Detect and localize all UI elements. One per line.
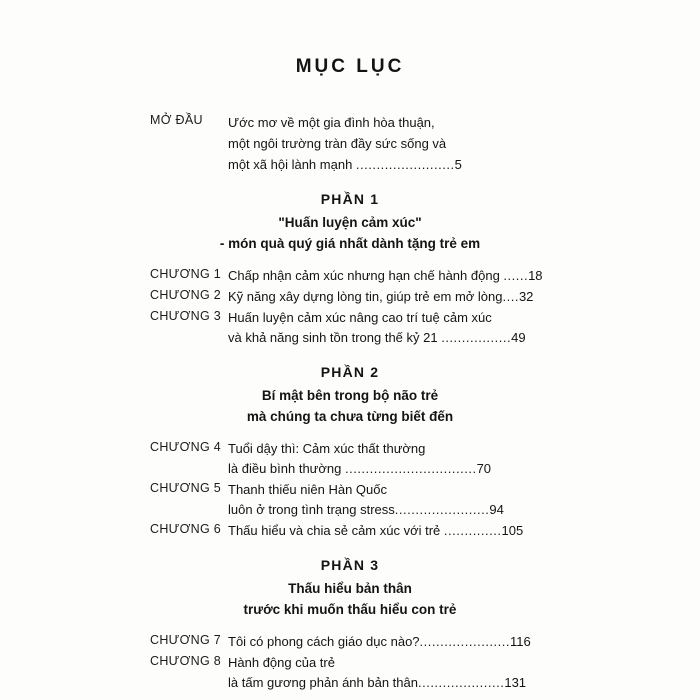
chapter-8-line-1: Hành động của trẻ — [228, 655, 335, 670]
chapter-list-part-3 — [150, 632, 550, 693]
chapter-4-page-number: 70 — [476, 461, 492, 476]
entry-body-chapter-2 — [228, 287, 550, 307]
chapter-list-part-1 — [150, 266, 550, 348]
chapter-7-page-number: 116 — [510, 634, 531, 649]
part-heading-3 — [150, 557, 550, 620]
chapter-2-dots: .... — [502, 289, 519, 304]
toc-entry-chapter-7 — [150, 632, 550, 652]
chapter-8-line-2-text: là tấm gương phản ánh bản thân — [228, 675, 418, 690]
part-subtitle-2 — [150, 385, 550, 427]
chapter-4-line-2-text: là điều bình thường — [228, 461, 345, 476]
entry-body-chapter-1 — [228, 266, 550, 286]
chapter-3-line-1: Huấn luyện cảm xúc nâng cao trí tuệ cảm xúc — [228, 310, 492, 325]
chapter-3-line-2-text: và khả năng sinh tồn trong thế kỷ 21 — [228, 330, 442, 345]
part-subtitle-3-line-2: trước khi muốn thấu hiểu con trẻ — [243, 602, 457, 617]
chapter-7-dots: ...................... — [419, 634, 510, 649]
entry-body-chapter-3 — [228, 308, 550, 348]
entry-body-chapter-5 — [228, 480, 550, 520]
entry-body-chapter-7 — [228, 632, 550, 652]
entry-label-chapter-8: CHƯƠNG 8 — [150, 654, 222, 668]
part-subtitle-2-line-2: mà chúng ta chưa từng biết đến — [246, 409, 454, 424]
chapter-list-part-2 — [150, 439, 550, 541]
chapter-5-line-1: Thanh thiếu niên Hàn Quốc — [228, 482, 387, 497]
toc-entry-intro — [150, 112, 550, 175]
chapter-1-dots: ...... — [503, 268, 529, 283]
chapter-2-line-1-text: Kỹ năng xây dựng lòng tin, giúp trẻ em mở lòng — [228, 289, 503, 304]
page-title: MỤC LỤC — [295, 56, 405, 77]
entry-label-intro: MỞ ĐẦU — [150, 113, 203, 127]
part-number-3: PHẦN 3 — [320, 557, 380, 573]
entry-label-chapter-4: CHƯƠNG 4 — [150, 440, 222, 454]
chapter-7-line-1-text: Tôi có phong cách giáo dục nào? — [228, 634, 420, 649]
part-subtitle-3-line-1: Thấu hiểu bản thân — [288, 581, 412, 596]
chapter-2-line-1 — [228, 287, 550, 307]
entry-label-chapter-2: CHƯƠNG 2 — [150, 288, 222, 302]
intro-dots: ........................ — [355, 157, 455, 172]
chapter-8-page-number: 131 — [504, 675, 527, 690]
chapter-4-line-1: Tuổi dậy thì: Cảm xúc thất thường — [228, 441, 426, 456]
chapter-8-dots: ..................... — [417, 675, 505, 690]
intro-line-3 — [228, 154, 550, 175]
chapter-3-dots: ................. — [441, 330, 512, 345]
intro-line-2: một ngôi trường tràn đầy sức sống và — [228, 136, 447, 151]
entry-body-chapter-4 — [228, 439, 550, 479]
toc-entry-chapter-8 — [150, 653, 550, 693]
chapter-3-page-number: 49 — [511, 330, 526, 345]
chapter-1-line-1-text: Chấp nhận cảm xúc nhưng hạn chế hành động — [228, 268, 504, 283]
part-number-1: PHẦN 1 — [320, 191, 380, 207]
entry-body-chapter-8 — [228, 653, 550, 693]
entry-label-chapter-1: CHƯƠNG 1 — [150, 267, 222, 281]
part-subtitle-1-line-1: "Huấn luyện cảm xúc" — [278, 215, 422, 230]
chapter-6-page-number: 105 — [501, 523, 524, 538]
chapter-5-dots: ....................... — [394, 502, 490, 517]
chapter-2-page-number: 32 — [518, 289, 534, 304]
intro-line-1: Ước mơ về một gia đình hòa thuận, — [228, 115, 435, 130]
chapter-1-line-1 — [228, 266, 550, 286]
intro-line-3-text: một xã hội lành mạnh — [228, 157, 356, 172]
entry-label-chapter-7: CHƯƠNG 7 — [150, 633, 222, 647]
part-number-2: PHẦN 2 — [320, 364, 380, 380]
chapter-6-line-1 — [228, 521, 550, 541]
toc-entry-chapter-2 — [150, 287, 550, 307]
chapter-4-dots: ................................ — [344, 461, 477, 476]
entry-label-chapter-6: CHƯƠNG 6 — [150, 522, 222, 536]
toc-entry-chapter-1 — [150, 266, 550, 286]
part-heading-2 — [150, 364, 550, 427]
chapter-5-line-2-text: luôn ở trong tình trạng stress — [228, 502, 395, 517]
chapter-3-line-2 — [228, 328, 550, 348]
entry-label-chapter-3: CHƯƠNG 3 — [150, 309, 222, 323]
chapter-5-page-number: 94 — [489, 502, 504, 517]
chapter-1-page-number: 18 — [528, 268, 543, 283]
chapter-7-line-1 — [228, 632, 550, 652]
entry-body-intro — [228, 112, 550, 175]
intro-page-number: 5 — [454, 157, 462, 172]
toc-entry-chapter-5 — [150, 480, 550, 520]
entry-label-chapter-5: CHƯƠNG 5 — [150, 481, 222, 495]
entry-body-chapter-6 — [228, 521, 550, 541]
toc-entry-chapter-4 — [150, 439, 550, 479]
chapter-6-dots: .............. — [443, 523, 502, 538]
chapter-5-line-2 — [228, 500, 550, 520]
part-subtitle-3 — [150, 578, 550, 620]
toc-entry-chapter-3 — [150, 308, 550, 348]
chapter-4-line-2 — [228, 459, 550, 479]
part-subtitle-1 — [150, 212, 550, 254]
part-subtitle-2-line-1: Bí mật bên trong bộ não trẻ — [261, 388, 439, 403]
part-heading-1 — [150, 191, 550, 254]
toc-entry-chapter-6 — [150, 521, 550, 541]
part-subtitle-1-line-2: - món quà quý giá nhất dành tặng trẻ em — [219, 236, 481, 251]
chapter-8-line-2 — [228, 673, 550, 693]
chapter-6-line-1-text: Thấu hiểu và chia sẻ cảm xúc với trẻ — [228, 523, 444, 538]
